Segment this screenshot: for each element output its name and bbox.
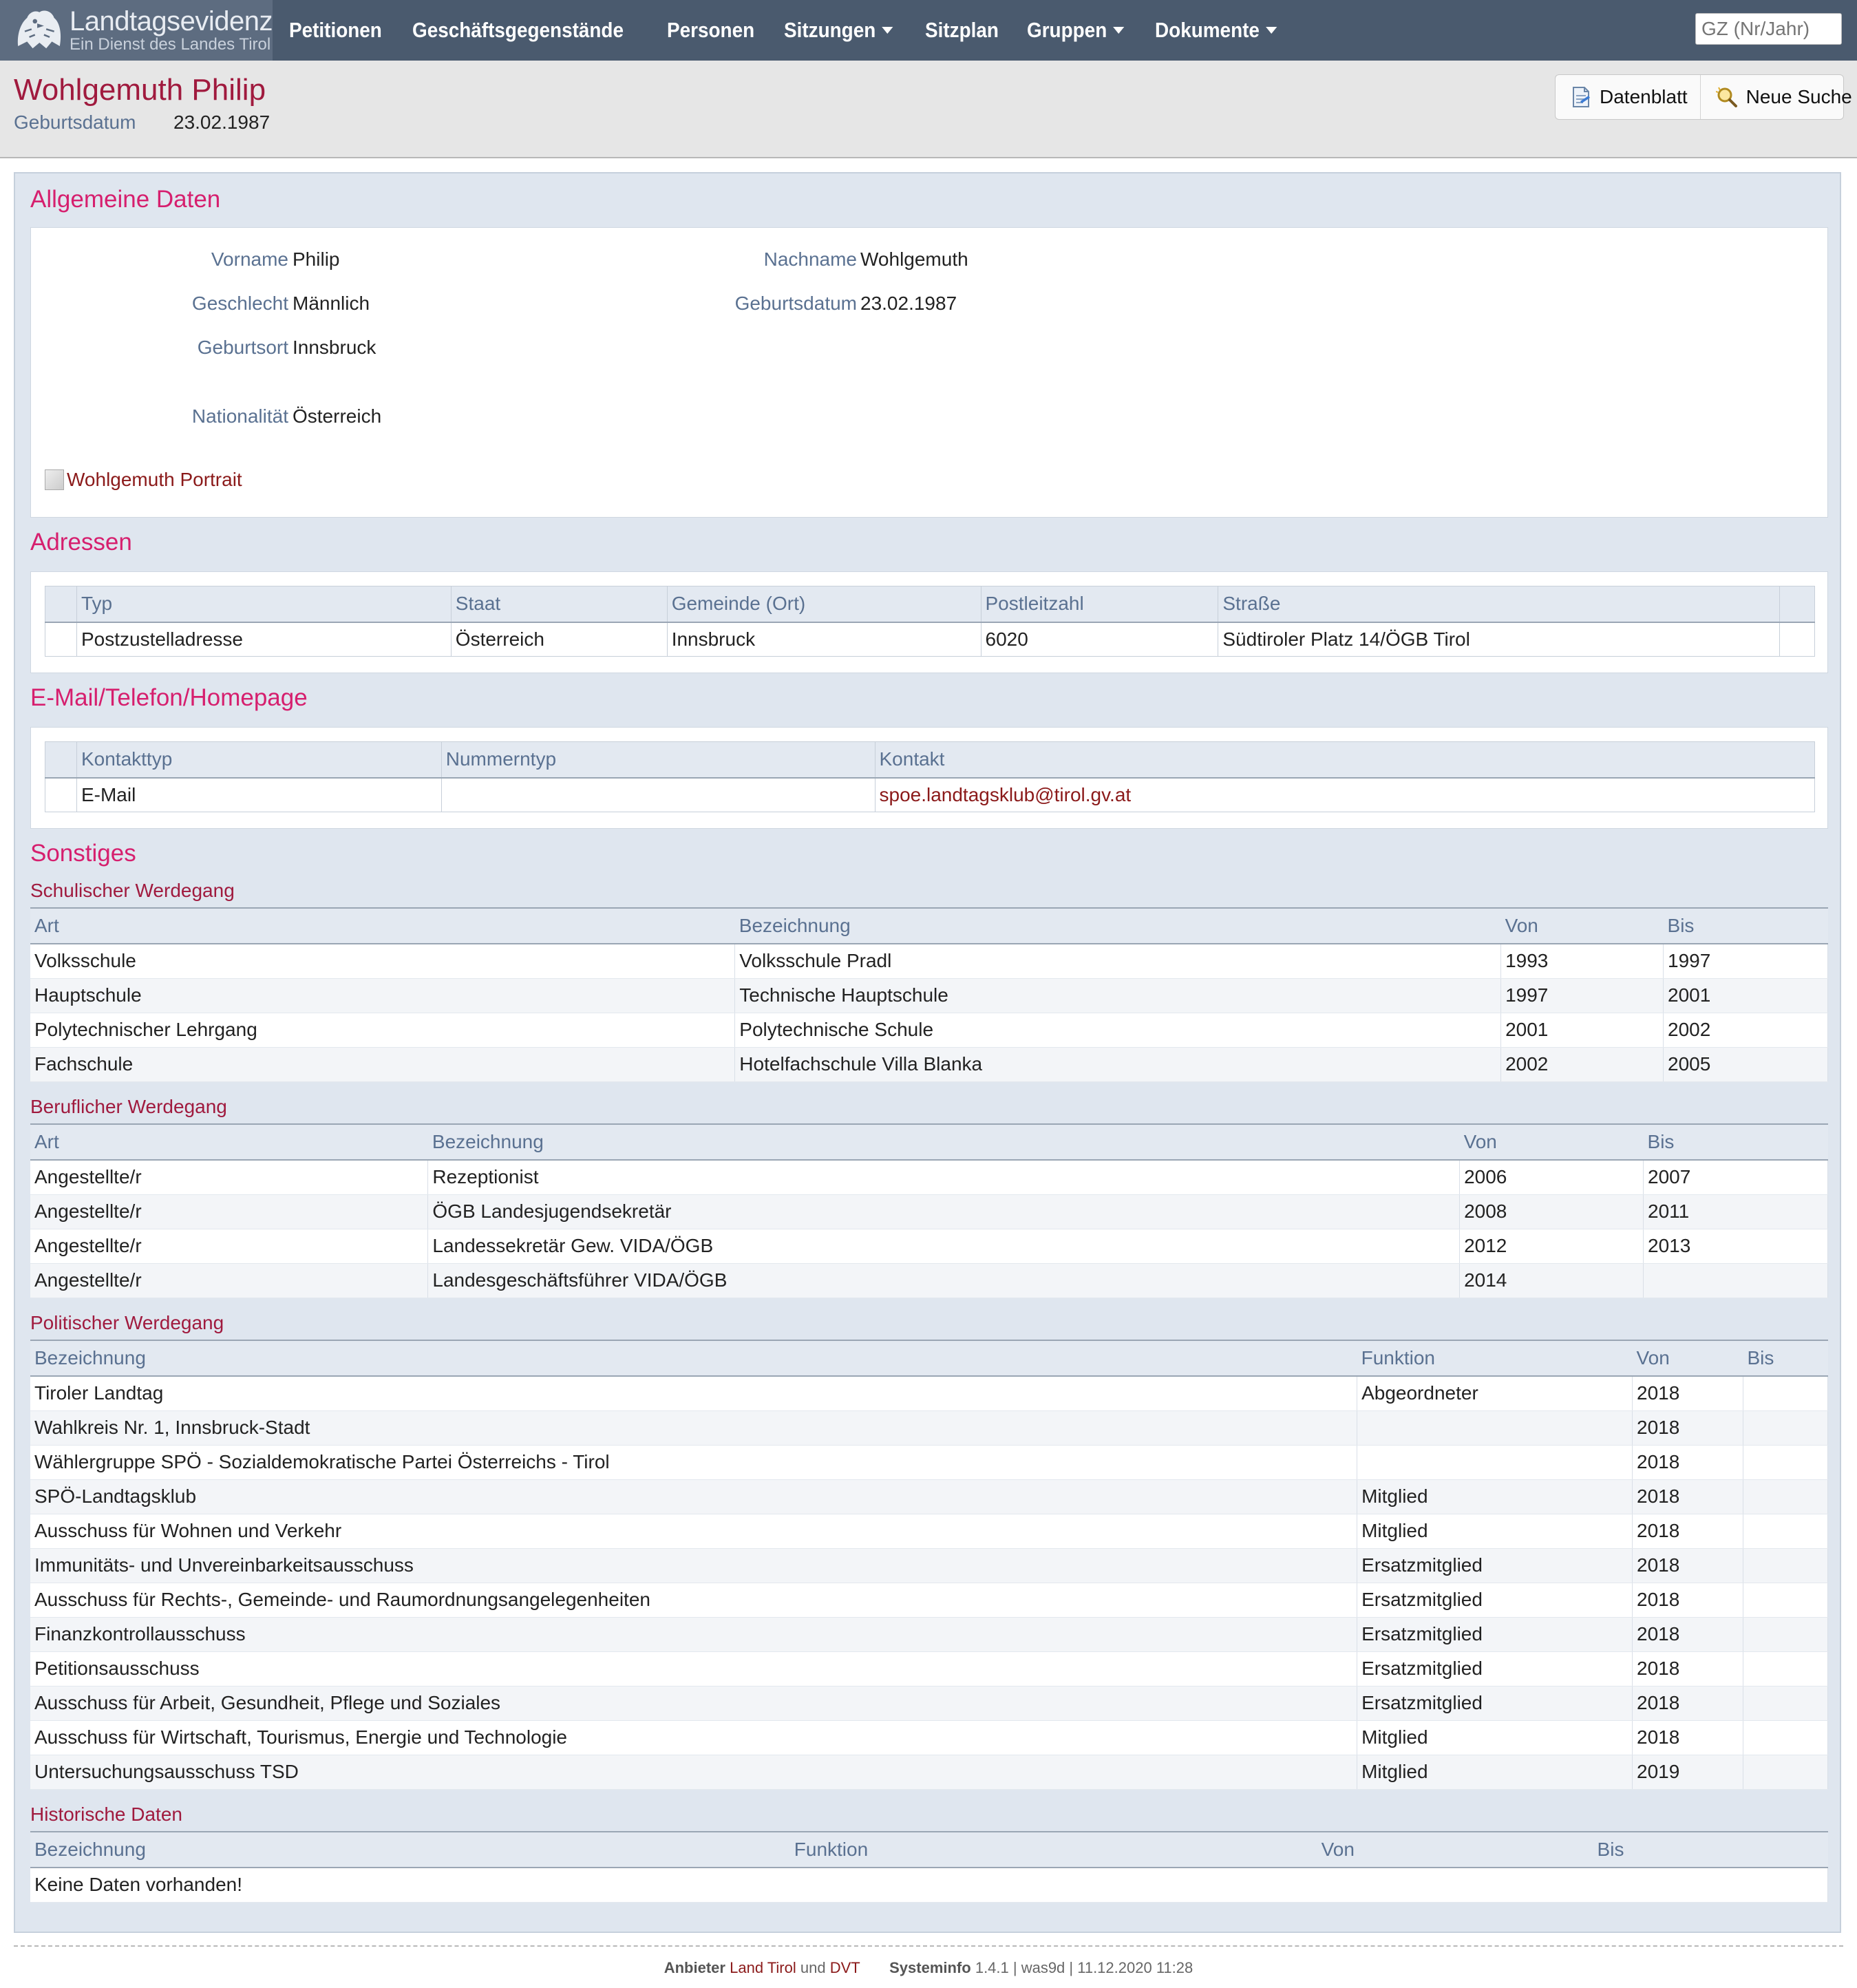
- column-header[interactable]: Bis: [1664, 908, 1828, 944]
- table-cell: Mitglied: [1357, 1755, 1633, 1789]
- allgemein-box: [30, 227, 1828, 518]
- column-header[interactable]: Postleitzahl: [981, 586, 1218, 622]
- table-cell: Ausschuss für Wohnen und Verkehr: [30, 1514, 1357, 1548]
- table-cell: 2007: [1644, 1160, 1828, 1194]
- table-cell: [1743, 1686, 1828, 1720]
- footer-und: und: [800, 1959, 826, 1976]
- table-header-row: [30, 1832, 1828, 1868]
- vorname-value: Philip: [293, 248, 340, 270]
- table-cell: Innsbruck: [667, 622, 981, 657]
- table-cell: Petitionsausschuss: [30, 1651, 1357, 1686]
- table-cell-blank: [45, 778, 77, 812]
- gz-search-input[interactable]: [1695, 13, 1842, 45]
- nachname-label: Nachname: [763, 248, 857, 270]
- table-row: [30, 1160, 1828, 1194]
- column-header[interactable]: Kontakttyp: [76, 742, 441, 778]
- table-cell: Ausschuss für Rechts-, Gemeinde- und Raumordnungsangelegenheiten: [30, 1583, 1357, 1617]
- table-cell: ÖGB Landesjugendsekretär: [428, 1194, 1460, 1229]
- table-header-row: [30, 1340, 1828, 1376]
- table-cell: 2008: [1460, 1194, 1644, 1229]
- caret-down-icon: [882, 27, 893, 34]
- table-cell: Rezeptionist: [428, 1160, 1460, 1194]
- schule-table: [30, 907, 1828, 1082]
- subtitle-historisch: Historische Daten: [30, 1804, 182, 1825]
- table-header-row: [45, 586, 1815, 622]
- nav-item-label: Gruppen: [1027, 18, 1107, 42]
- table-cell: 2018: [1633, 1617, 1743, 1651]
- top-navbar: [0, 0, 1857, 61]
- portrait-alt-text: Wohlgemuth Portrait: [67, 469, 242, 490]
- geburtsdatum-value: 23.02.1987: [860, 293, 957, 314]
- column-header[interactable]: Von: [1317, 1832, 1593, 1868]
- column-header[interactable]: Bis: [1644, 1124, 1828, 1160]
- column-header-blank: [45, 586, 77, 622]
- table-cell: Angestellte/r: [30, 1229, 428, 1263]
- column-header[interactable]: Nummerntyp: [441, 742, 875, 778]
- section-title-sonstiges: Sonstiges: [30, 840, 136, 867]
- table-cell: 2019: [1633, 1755, 1743, 1789]
- table-cell: 1997: [1501, 978, 1664, 1013]
- column-header[interactable]: Funktion: [1357, 1340, 1633, 1376]
- table-cell: Ausschuss für Arbeit, Gesundheit, Pflege und Soziales: [30, 1686, 1357, 1720]
- table-cell: 2018: [1633, 1686, 1743, 1720]
- table-cell: [441, 778, 875, 812]
- caret-down-icon: [1113, 27, 1124, 34]
- column-header[interactable]: Von: [1501, 908, 1664, 944]
- table-cell: 2001: [1501, 1013, 1664, 1047]
- table-cell: Ersatzmitglied: [1357, 1686, 1633, 1720]
- footer-anbieter: Anbieter: [664, 1959, 725, 1976]
- table-header-row: [45, 742, 1815, 778]
- brand[interactable]: [0, 0, 273, 61]
- table-cell: Landessekretär Gew. VIDA/ÖGB: [428, 1229, 1460, 1263]
- table-cell: Mitglied: [1357, 1479, 1633, 1514]
- table-row: [30, 1617, 1828, 1651]
- table-cell: Untersuchungsausschuss TSD: [30, 1755, 1357, 1789]
- broken-image-icon: [45, 469, 64, 490]
- table-cell: Immunitäts- und Unvereinbarkeitsausschuss: [30, 1548, 1357, 1583]
- table-cell: [1357, 1410, 1633, 1445]
- table-cell: E-Mail: [76, 778, 441, 812]
- column-header[interactable]: Art: [30, 908, 735, 944]
- politik-table: [30, 1340, 1828, 1790]
- column-header[interactable]: Typ: [76, 586, 451, 622]
- table-cell: 2018: [1633, 1445, 1743, 1479]
- geschlecht-label: Geschlecht: [191, 293, 288, 314]
- table-cell: 2012: [1460, 1229, 1644, 1263]
- table-cell: [1743, 1479, 1828, 1514]
- table-row: [30, 978, 1828, 1013]
- portrait-image: [45, 469, 242, 491]
- table-cell: Österreich: [451, 622, 667, 657]
- table-header-row: [30, 908, 1828, 944]
- table-cell: 2011: [1644, 1194, 1828, 1229]
- nav-item-petitionen[interactable]: [289, 18, 382, 43]
- nav-item-label: Petitionen: [289, 18, 382, 42]
- table-cell: 2006: [1460, 1160, 1644, 1194]
- table-cell: 1993: [1501, 944, 1664, 978]
- column-header[interactable]: Bis: [1593, 1832, 1828, 1868]
- table-cell: [1743, 1376, 1828, 1410]
- section-title-allgemein: Allgemeine Daten: [30, 186, 221, 213]
- table-cell: 2018: [1633, 1479, 1743, 1514]
- table-row: [30, 1445, 1828, 1479]
- nav-menu: [289, 18, 1310, 43]
- beruf-table: [30, 1123, 1828, 1298]
- table-cell: [1743, 1410, 1828, 1445]
- table-row: [30, 1720, 1828, 1755]
- table-cell: Angestellte/r: [30, 1263, 428, 1298]
- table-row: [45, 778, 1815, 812]
- table-cell: Tiroler Landtag: [30, 1376, 1357, 1410]
- datenblatt-label: Datenblatt: [1600, 86, 1688, 107]
- table-cell: [1743, 1720, 1828, 1755]
- table-cell: Ersatzmitglied: [1357, 1548, 1633, 1583]
- table-cell: [875, 778, 1815, 812]
- table-cell: [1743, 1617, 1828, 1651]
- column-header[interactable]: Straße: [1218, 586, 1780, 622]
- table-row: [30, 1755, 1828, 1789]
- column-header[interactable]: Art: [30, 1124, 428, 1160]
- table-cell: [1743, 1755, 1828, 1789]
- table-cell: [1644, 1263, 1828, 1298]
- geburtsort-value: Innsbruck: [293, 337, 376, 358]
- table-cell: Postzustelladresse: [76, 622, 451, 657]
- subtitle-politik: Politischer Werdegang: [30, 1312, 224, 1333]
- nachname-value: Wohlgemuth: [860, 248, 968, 270]
- table-cell: [1743, 1583, 1828, 1617]
- table-row: [30, 1868, 1828, 1902]
- brand-subtitle: Ein Dienst des Landes Tirol: [70, 35, 271, 54]
- section-title-kontakt: E-Mail/Telefon/Homepage: [30, 684, 308, 711]
- table-row: [30, 1047, 1828, 1081]
- column-header[interactable]: Kontakt: [875, 742, 1815, 778]
- table-cell: [1743, 1548, 1828, 1583]
- nav-item-dokumente[interactable]: [1155, 18, 1277, 43]
- table-cell: 2002: [1664, 1013, 1828, 1047]
- table-cell-blank: [1779, 622, 1814, 657]
- table-cell: 2001: [1664, 978, 1828, 1013]
- nav-item-sitzplan[interactable]: [925, 18, 999, 43]
- nav-item-personen[interactable]: [667, 18, 754, 43]
- table-cell: Landesgeschäftsführer VIDA/ÖGB: [428, 1263, 1460, 1298]
- table-cell: Fachschule: [30, 1047, 735, 1081]
- table-row: [30, 1194, 1828, 1229]
- table-cell: 2013: [1644, 1229, 1828, 1263]
- tirol-eagle-logo-icon: [12, 1, 65, 59]
- table-cell: Hotelfachschule Villa Blanka: [735, 1047, 1501, 1081]
- subtitle-beruf: Beruflicher Werdegang: [30, 1096, 227, 1117]
- column-header[interactable]: Gemeinde (Ort): [667, 586, 981, 622]
- table-cell: Technische Hauptschule: [735, 978, 1501, 1013]
- column-header[interactable]: Funktion: [790, 1832, 1317, 1868]
- footer-divider: [14, 1945, 1843, 1947]
- table-row: [30, 1410, 1828, 1445]
- column-header[interactable]: Von: [1633, 1340, 1743, 1376]
- caret-down-icon: [1266, 27, 1277, 34]
- column-header[interactable]: Staat: [451, 586, 667, 622]
- table-row: [30, 1548, 1828, 1583]
- column-header-blank: [45, 742, 77, 778]
- nationalitaet-label: Nationalität: [191, 405, 288, 427]
- table-cell: Polytechnische Schule: [735, 1013, 1501, 1047]
- table-cell: 2005: [1664, 1047, 1828, 1081]
- nav-item-label: Sitzungen: [784, 18, 876, 42]
- datenblatt-button[interactable]: [1556, 75, 1700, 119]
- neue-suche-label: Neue Suche: [1745, 86, 1852, 107]
- table-cell: Ersatzmitglied: [1357, 1617, 1633, 1651]
- geschlecht-value: Männlich: [293, 293, 370, 314]
- table-row: [30, 1514, 1828, 1548]
- geburtsdatum-label: Geburtsdatum: [734, 293, 857, 314]
- table-cell: Volksschule: [30, 944, 735, 978]
- table-cell: Finanzkontrollausschuss: [30, 1617, 1357, 1651]
- table-cell: Wahlkreis Nr. 1, Innsbruck-Stadt: [30, 1410, 1357, 1445]
- table-cell: 2018: [1633, 1410, 1743, 1445]
- table-row: [30, 944, 1828, 978]
- table-row: [30, 1229, 1828, 1263]
- nav-item-gruppen[interactable]: [1027, 18, 1124, 43]
- column-header[interactable]: Von: [1460, 1124, 1644, 1160]
- header-birth-label: Geburtsdatum: [14, 112, 136, 133]
- nav-item-label: Sitzplan: [925, 18, 999, 42]
- nav-item-label: Personen: [666, 18, 755, 42]
- table-row: [30, 1686, 1828, 1720]
- footer-systeminfo: Systeminfo: [889, 1959, 971, 1976]
- empty-message: Keine Daten vorhanden!: [30, 1868, 1828, 1902]
- table-cell: [1743, 1445, 1828, 1479]
- table-cell: Volksschule Pradl: [735, 944, 1501, 978]
- column-header[interactable]: Bezeichnung: [30, 1340, 1357, 1376]
- table-row: [30, 1263, 1828, 1298]
- footer-link-dvt[interactable]: DVT: [829, 1959, 860, 1976]
- table-cell-blank: [45, 622, 77, 657]
- email-link[interactable]: spoe.landtagsklub@tirol.gv.at: [879, 783, 1132, 805]
- table-cell: Südtiroler Platz 14/ÖGB Tirol: [1218, 622, 1780, 657]
- nav-item-sitzungen[interactable]: [784, 18, 893, 43]
- header-birth-value: 23.02.1987: [173, 112, 270, 133]
- table-cell: SPÖ-Landtagsklub: [30, 1479, 1357, 1514]
- datasheet-icon: [1571, 86, 1591, 108]
- adressen-table: [45, 586, 1815, 657]
- table-cell: Polytechnischer Lehrgang: [30, 1013, 735, 1047]
- geburtsort-label: Geburtsort: [197, 337, 288, 358]
- table-row: [30, 1583, 1828, 1617]
- table-cell: 1997: [1664, 944, 1828, 978]
- table-cell: 6020: [981, 622, 1218, 657]
- table-cell: 2018: [1633, 1651, 1743, 1686]
- table-cell: Ersatzmitglied: [1357, 1651, 1633, 1686]
- historisch-table: [30, 1831, 1828, 1903]
- neue-suche-button[interactable]: [1700, 75, 1857, 119]
- page-header: [0, 61, 1857, 158]
- brand-title: Landtagsevidenz: [70, 6, 273, 36]
- kontakt-table: [45, 741, 1815, 812]
- table-cell: Mitglied: [1357, 1720, 1633, 1755]
- table-cell: [1357, 1445, 1633, 1479]
- column-header-blank: [1779, 586, 1814, 622]
- table-cell: 2018: [1633, 1583, 1743, 1617]
- table-cell: Angestellte/r: [30, 1194, 428, 1229]
- nav-item-gesch-ftsgegenst-nde[interactable]: [412, 18, 624, 43]
- kontakt-box: [30, 727, 1828, 829]
- table-cell: [1743, 1514, 1828, 1548]
- table-cell: Angestellte/r: [30, 1160, 428, 1194]
- footer: [0, 1959, 1857, 1977]
- header-button-group: [1555, 74, 1852, 120]
- table-cell: Ausschuss für Wirtschaft, Tourismus, Energie und Technologie: [30, 1720, 1357, 1755]
- main-panel: [14, 172, 1841, 1933]
- table-cell: 2018: [1633, 1376, 1743, 1410]
- table-cell: 2014: [1460, 1263, 1644, 1298]
- table-cell: Hauptschule: [30, 978, 735, 1013]
- table-row: [45, 622, 1815, 657]
- column-header[interactable]: Bis: [1743, 1340, 1828, 1376]
- adressen-box: [30, 571, 1828, 673]
- section-title-adressen: Adressen: [30, 529, 132, 556]
- nav-item-label: Geschäftsgegenstände: [412, 18, 624, 42]
- nationalitaet-value: Österreich: [293, 405, 382, 427]
- footer-version: 1.4.1 | was9d | 11.12.2020 11:28: [975, 1959, 1193, 1976]
- table-cell: Wählergruppe SPÖ - Sozialdemokratische Partei Österreichs - Tirol: [30, 1445, 1357, 1479]
- column-header[interactable]: Bezeichnung: [735, 908, 1501, 944]
- table-cell: Mitglied: [1357, 1514, 1633, 1548]
- table-row: [30, 1376, 1828, 1410]
- nav-item-label: Dokumente: [1155, 18, 1260, 42]
- table-cell: 2018: [1633, 1548, 1743, 1583]
- table-cell: 2018: [1633, 1514, 1743, 1548]
- table-cell: Ersatzmitglied: [1357, 1583, 1633, 1617]
- column-header[interactable]: Bezeichnung: [428, 1124, 1460, 1160]
- footer-link-land-tirol[interactable]: Land Tirol: [730, 1959, 796, 1976]
- subtitle-schule: Schulischer Werdegang: [30, 880, 235, 901]
- table-row: [30, 1479, 1828, 1514]
- table-header-row: [30, 1124, 1828, 1160]
- page-title: Wohlgemuth Philip: [14, 73, 266, 107]
- table-row: [30, 1013, 1828, 1047]
- table-row: [30, 1651, 1828, 1686]
- search-magnifier-icon: [1716, 86, 1738, 108]
- vorname-label: Vorname: [211, 248, 288, 270]
- column-header[interactable]: Bezeichnung: [30, 1832, 790, 1868]
- table-cell: [1743, 1651, 1828, 1686]
- table-cell: 2018: [1633, 1720, 1743, 1755]
- table-cell: Abgeordneter: [1357, 1376, 1633, 1410]
- table-cell: 2002: [1501, 1047, 1664, 1081]
